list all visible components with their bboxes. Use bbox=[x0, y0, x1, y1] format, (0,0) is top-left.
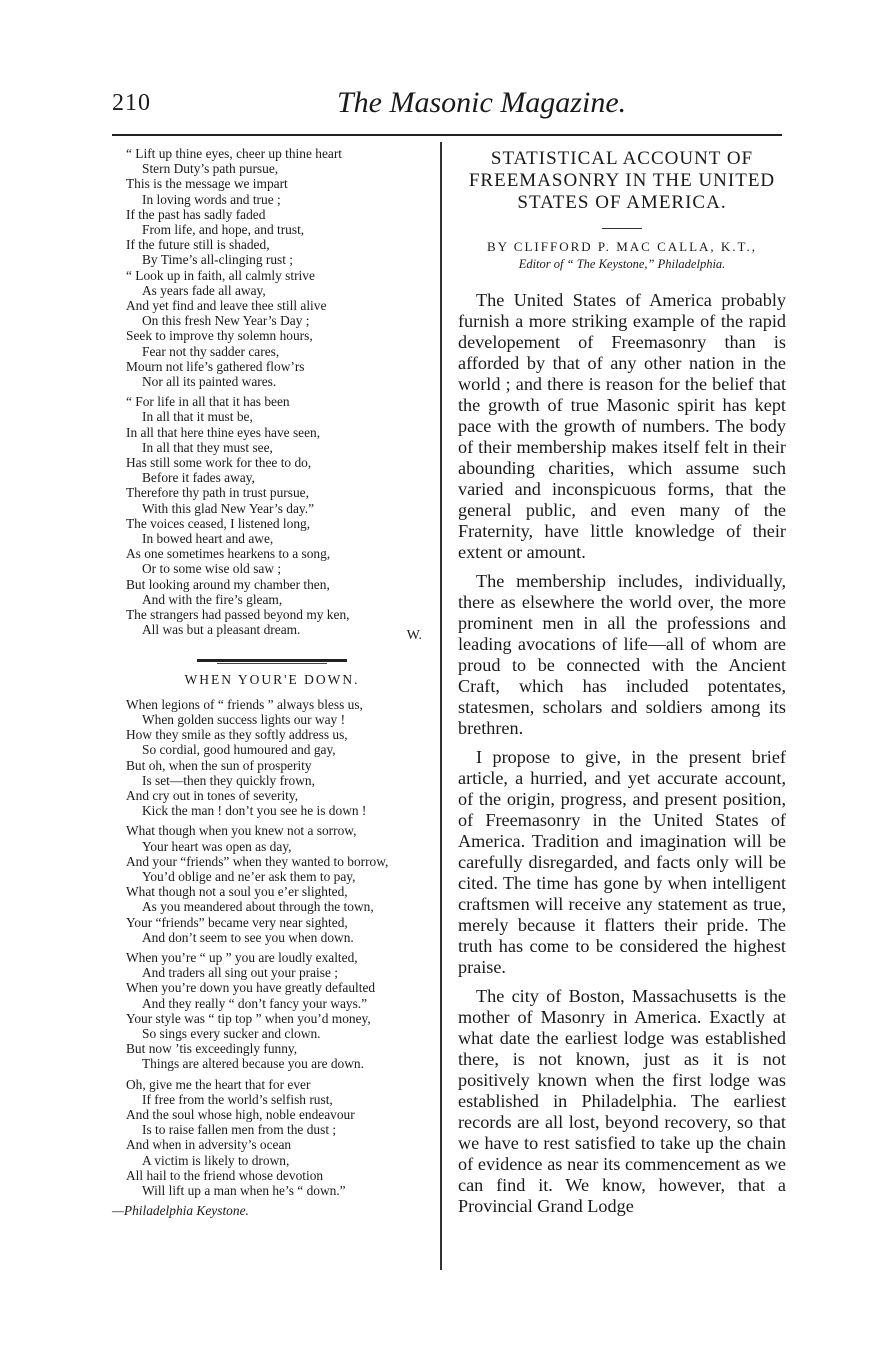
poem-line: And don’t seem to see you when down. bbox=[142, 929, 354, 945]
title-rule bbox=[602, 228, 642, 229]
poem-line: Kick the man ! don’t you see he is down ! bbox=[142, 803, 367, 819]
poem-line: And they really “ don’t fancy your ways.” bbox=[142, 995, 368, 1011]
article-paragraph: The membership includes, individually, there as elsewhere the world over, the more prominent men in all the professions and leading avocations of life—all of whom are proud to be connected with the Ancient Craft, which has included potentates, statesmen, scholars and soldiers among its brethren. bbox=[458, 571, 786, 738]
poem-line: “ Lift up thine eyes, cheer up thine heart bbox=[126, 146, 343, 161]
poem-line: When you’re down you have greatly defaulted bbox=[126, 980, 376, 996]
poem-line: And your “friends” when they wanted to borrow, bbox=[126, 853, 389, 869]
poem-line: As years fade all away, bbox=[142, 282, 266, 298]
poem-line: But oh, when the sun of prosperity bbox=[126, 757, 312, 773]
poem-line: Is to raise fallen men from the dust ; bbox=[142, 1122, 337, 1138]
poem-line: In all that they must see, bbox=[142, 439, 273, 455]
poem-line: When golden success lights our way ! bbox=[142, 711, 346, 727]
poem-line: Is set—then they quickly frown, bbox=[142, 772, 315, 788]
poem-stanza bbox=[112, 1077, 432, 1199]
poem-line: “ For life in all that it has been bbox=[126, 394, 290, 410]
poem-line: A victim is likely to drown, bbox=[142, 1152, 290, 1168]
poem-line: If free from the world’s selfish rust, bbox=[142, 1091, 333, 1107]
poem-line: Things are altered because you are down. bbox=[142, 1056, 364, 1072]
poem-line: Seek to improve thy solemn hours, bbox=[126, 328, 313, 344]
poem-line: When legions of “ friends ” always bless us, bbox=[126, 696, 363, 712]
poem-line: The strangers had passed beyond my ken, bbox=[126, 607, 350, 623]
left-column bbox=[112, 146, 432, 1218]
poem-line: Or to some wise old saw ; bbox=[142, 561, 282, 577]
poem-new-year bbox=[112, 146, 432, 638]
poem-line: Before it fades away, bbox=[142, 470, 255, 486]
poem-stanza bbox=[112, 823, 432, 945]
poem-stanza bbox=[112, 394, 432, 637]
poem-line: In loving words and true ; bbox=[142, 191, 281, 207]
poem-line: All was but a pleasant dream. bbox=[142, 622, 301, 638]
poem-source: —Philadelphia Keystone. bbox=[112, 1203, 249, 1219]
article-body bbox=[458, 290, 786, 1217]
poem-line: The voices ceased, I listened long, bbox=[126, 515, 311, 531]
poem-line: What though when you knew not a sorrow, bbox=[126, 823, 357, 839]
running-title: The Masonic Magazine. bbox=[337, 86, 627, 119]
poem-line: Nor all its painted wares. bbox=[142, 374, 277, 390]
poem-line: Therefore thy path in trust pursue, bbox=[126, 485, 309, 501]
poem-line: But now ’tis exceedingly funny, bbox=[126, 1041, 298, 1057]
poem-line: All hail to the friend whose devotion bbox=[126, 1167, 324, 1183]
poem-line: Will lift up a man when he’s “ down.” bbox=[142, 1183, 346, 1198]
poem-line: And yet find and leave thee still alive bbox=[126, 298, 327, 314]
poem-line: Mourn not life’s gathered flow’rs bbox=[126, 358, 305, 374]
poem-signature: W. bbox=[406, 627, 422, 643]
poem-line: And with the fire’s gleam, bbox=[142, 591, 283, 607]
poem-line: But looking around my chamber then, bbox=[126, 576, 330, 592]
poem-line: From life, and hope, and trust, bbox=[142, 222, 305, 238]
poem-line: On this fresh New Year’s Day ; bbox=[142, 313, 310, 329]
poem-stanza bbox=[112, 950, 432, 1072]
poem-line: And when in adversity’s ocean bbox=[126, 1137, 292, 1153]
right-column bbox=[458, 148, 786, 1225]
poem-line: By Time’s all-clinging rust ; bbox=[142, 252, 294, 268]
header-rule bbox=[112, 134, 782, 136]
poem-line: Fear not thy sadder cares, bbox=[142, 343, 280, 359]
article-byline: BY CLIFFORD P. MAC CALLA, K.T., bbox=[486, 239, 758, 254]
page-number: 210 bbox=[112, 90, 151, 116]
poem-line: Your heart was open as day, bbox=[142, 838, 292, 854]
poem-line: With this glad New Year’s day.” bbox=[142, 500, 315, 516]
section-separator bbox=[197, 659, 347, 662]
poem-line: “ Look up in faith, all calmly strive bbox=[126, 267, 315, 283]
poem-line: Oh, give me the heart that for ever bbox=[126, 1076, 311, 1092]
poem-line: In all that it must be, bbox=[142, 409, 253, 425]
poem-line: As you meandered about through the town, bbox=[142, 899, 374, 915]
poem-line: So sings every sucker and clown. bbox=[142, 1025, 321, 1041]
column-divider bbox=[440, 142, 442, 1270]
poem-line: Has still some work for thee to do, bbox=[126, 455, 312, 471]
poem-line: Stern Duty’s path pursue, bbox=[142, 161, 279, 177]
poem-line: In all that here thine eyes have seen, bbox=[126, 424, 321, 440]
page-header bbox=[112, 86, 782, 126]
poem-when-youre-down bbox=[112, 697, 432, 1199]
poem-line: If the past has sadly faded bbox=[126, 206, 266, 222]
poem-line: And cry out in tones of severity, bbox=[126, 787, 299, 803]
article-paragraph: I propose to give, in the present brief article, a hurried, and yet accurate account, of the origin, progress, and present position, of Freemasonry in the United States of America. Tradition and imagination will be carefully disregarded, and facts only will be cited. The time has gone by when intelligent craftsmen will receive any statement as true, merely because it flatters their pride. The truth has come to be considered the highest praise. bbox=[458, 747, 786, 977]
poem-line: You’d oblige and ne’er ask them to pay, bbox=[142, 868, 356, 884]
poem-line: How they smile as they softly address us, bbox=[126, 727, 348, 743]
poem-line: Your style was “ tip top ” when you’d money, bbox=[126, 1010, 371, 1026]
poem-line: As one sometimes hearkens to a song, bbox=[126, 546, 331, 562]
article-title: STATISTICAL ACCOUNT OF FREEMASONRY IN THE UNITED STATES OF AMERICA. bbox=[468, 148, 776, 213]
poem-line: When you’re “ up ” you are loudly exalted, bbox=[126, 949, 358, 965]
poem-line: And the soul whose high, noble endeavour bbox=[126, 1106, 355, 1122]
poem-title: WHEN YOUR'E DOWN. bbox=[184, 671, 360, 687]
poem-line: In bowed heart and awe, bbox=[142, 531, 274, 547]
poem-stanza bbox=[112, 146, 432, 389]
poem-line: Your “friends” became very near sighted, bbox=[126, 914, 348, 930]
article-paragraph: The United States of America probably furnish a more striking example of the rapid developement of Freemasonry than is afforded by that of any other nation in the world ; and there is reason for the belief that the growth of true Masonic spirit has kept pace with the growth of numbers. The body of their membership makes itself felt in their abounding charities, which assume such varied and inconspicuous forms, that the general public, and even many of the Fraternity, have little knowledge of their extent or amount. bbox=[458, 290, 786, 562]
poem-stanza bbox=[112, 697, 432, 819]
poem-line: What though not a soul you e’er slighted, bbox=[126, 884, 348, 900]
author-affiliation: Editor of “ The Keystone,” Philadelphia. bbox=[518, 257, 726, 271]
poem-line: This is the message we impart bbox=[126, 176, 288, 192]
poem-line: So cordial, good humoured and gay, bbox=[142, 742, 336, 758]
article-paragraph: The city of Boston, Massachusetts is the mother of Masonry in America. Exactly at what date the earliest lodge was established there, is not known, just as it is not positively known when the first lodge was established in Philadelphia. The earliest records are all lost, beyond recovery, so that we have to rest satisfied to take up the chain of evidence as near its commencement as we can find it. We know, however, that a Provincial Grand Lodge bbox=[458, 986, 786, 1216]
poem-line: If the future still is shaded, bbox=[126, 237, 270, 253]
poem-line: And traders all sing out your praise ; bbox=[142, 965, 338, 981]
